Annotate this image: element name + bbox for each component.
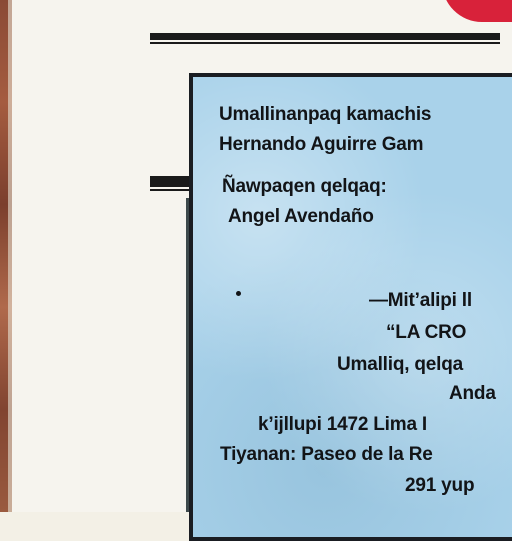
paper-edge [0, 0, 12, 512]
publisher-name: Hernando Aguirre Gam [219, 134, 424, 155]
ink-dot [236, 291, 241, 296]
body-line: “LA CRO [386, 322, 467, 343]
left-rule [150, 176, 194, 187]
top-rule [150, 33, 500, 40]
body-line: k’ijllupi 1472 Lima I [258, 414, 427, 435]
publisher-label: Umallinanpaq kamachis [219, 104, 432, 125]
body-line: 291 yup [405, 475, 475, 496]
body-line: —Mit’alipi ll [369, 290, 472, 311]
prior-writing-label: Ñawpaqen qelqaq: [222, 176, 387, 197]
red-corner-shape [442, 0, 512, 22]
body-line: Umalliq, qelqa [337, 354, 464, 375]
body-line: Tiyanan: Paseo de la Re [220, 444, 433, 465]
body-line: Anda [449, 383, 496, 404]
prior-writing-name: Angel Avendaño [228, 206, 374, 227]
